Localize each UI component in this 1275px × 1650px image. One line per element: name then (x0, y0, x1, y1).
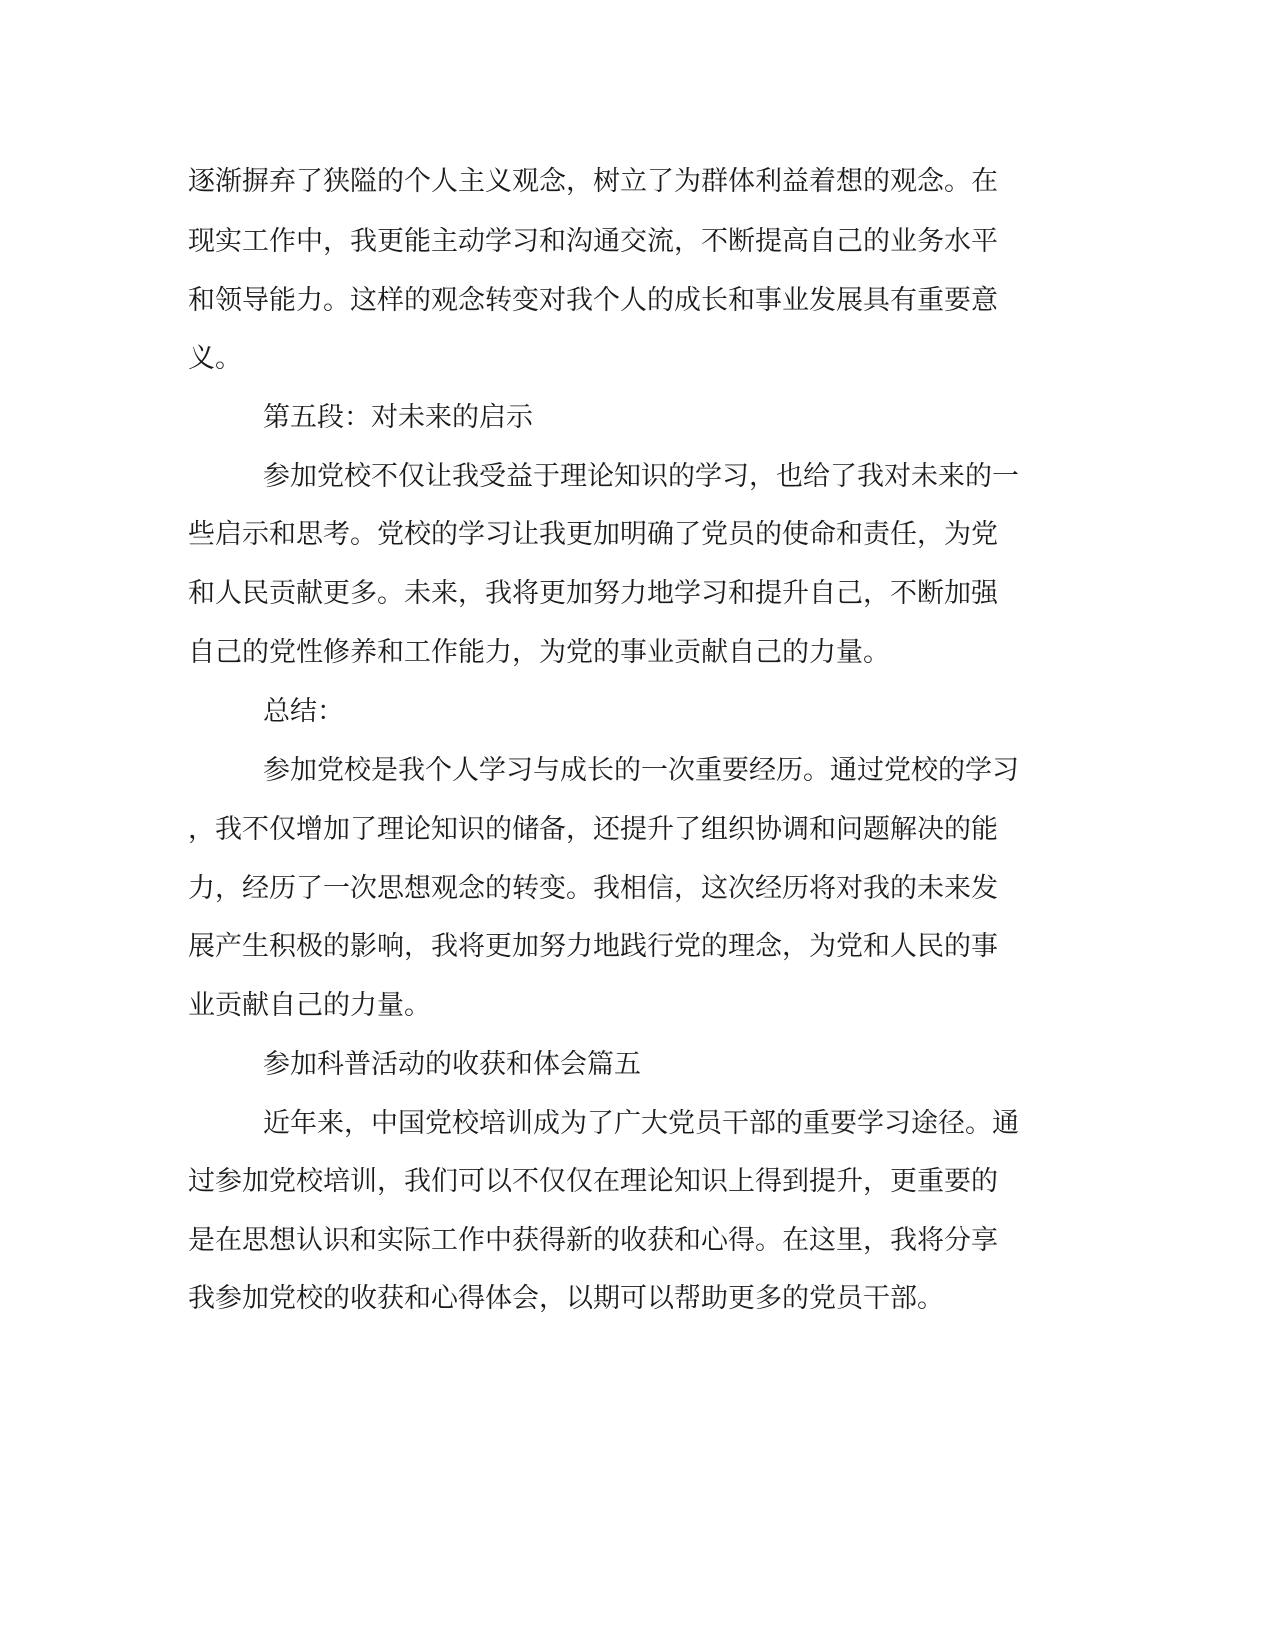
paragraph-line: 参加党校不仅让我受益于理论知识的学习，也给了我对未来的一 (263, 461, 1019, 492)
paragraph-line: 参加党校是我个人学习与成长的一次重要经历。通过党校的学习 (263, 755, 1019, 786)
paragraph-line: 些启示和思考。党校的学习让我更加明确了党员的使命和责任，为党 (188, 519, 998, 550)
paragraph-line: 自己的党性修养和工作能力，为党的事业贡献自己的力量。 (188, 637, 890, 668)
section-heading: 第五段：对未来的启示 (263, 402, 533, 433)
paragraph-line: 是在思想认识和实际工作中获得新的收获和心得。在这里，我将分享 (188, 1225, 998, 1256)
paragraph-line: 逐渐摒弃了狭隘的个人主义观念，树立了为群体利益着想的观念。在 (188, 166, 998, 197)
paragraph-line: 力，经历了一次思想观念的转变。我相信，这次经历将对我的未来发 (188, 873, 998, 904)
article-title: 参加科普活动的收获和体会篇五 (263, 1049, 641, 1080)
paragraph-line: 展产生积极的影响，我将更加努力地践行党的理念，为党和人民的事 (188, 931, 998, 962)
paragraph-line: ，我不仅增加了理论知识的储备，还提升了组织协调和问题解决的能 (188, 814, 998, 845)
paragraph-line: 义。 (188, 343, 242, 374)
paragraph-line: 我参加党校的收获和心得体会，以期可以帮助更多的党员干部。 (188, 1283, 944, 1314)
paragraph-line: 和领导能力。这样的观念转变对我个人的成长和事业发展具有重要意 (188, 285, 998, 316)
paragraph-line: 业贡献自己的力量。 (188, 990, 431, 1021)
section-heading: 总结： (263, 696, 344, 727)
paragraph-line: 现实工作中，我更能主动学习和沟通交流，不断提高自己的业务水平 (188, 226, 998, 257)
paragraph-line: 近年来，中国党校培训成为了广大党员干部的重要学习途径。通 (263, 1108, 1019, 1139)
paragraph-line: 和人民贡献更多。未来，我将更加努力地学习和提升自己，不断加强 (188, 578, 998, 609)
paragraph-line: 过参加党校培训，我们可以不仅仅在理论知识上得到提升，更重要的 (188, 1166, 998, 1197)
